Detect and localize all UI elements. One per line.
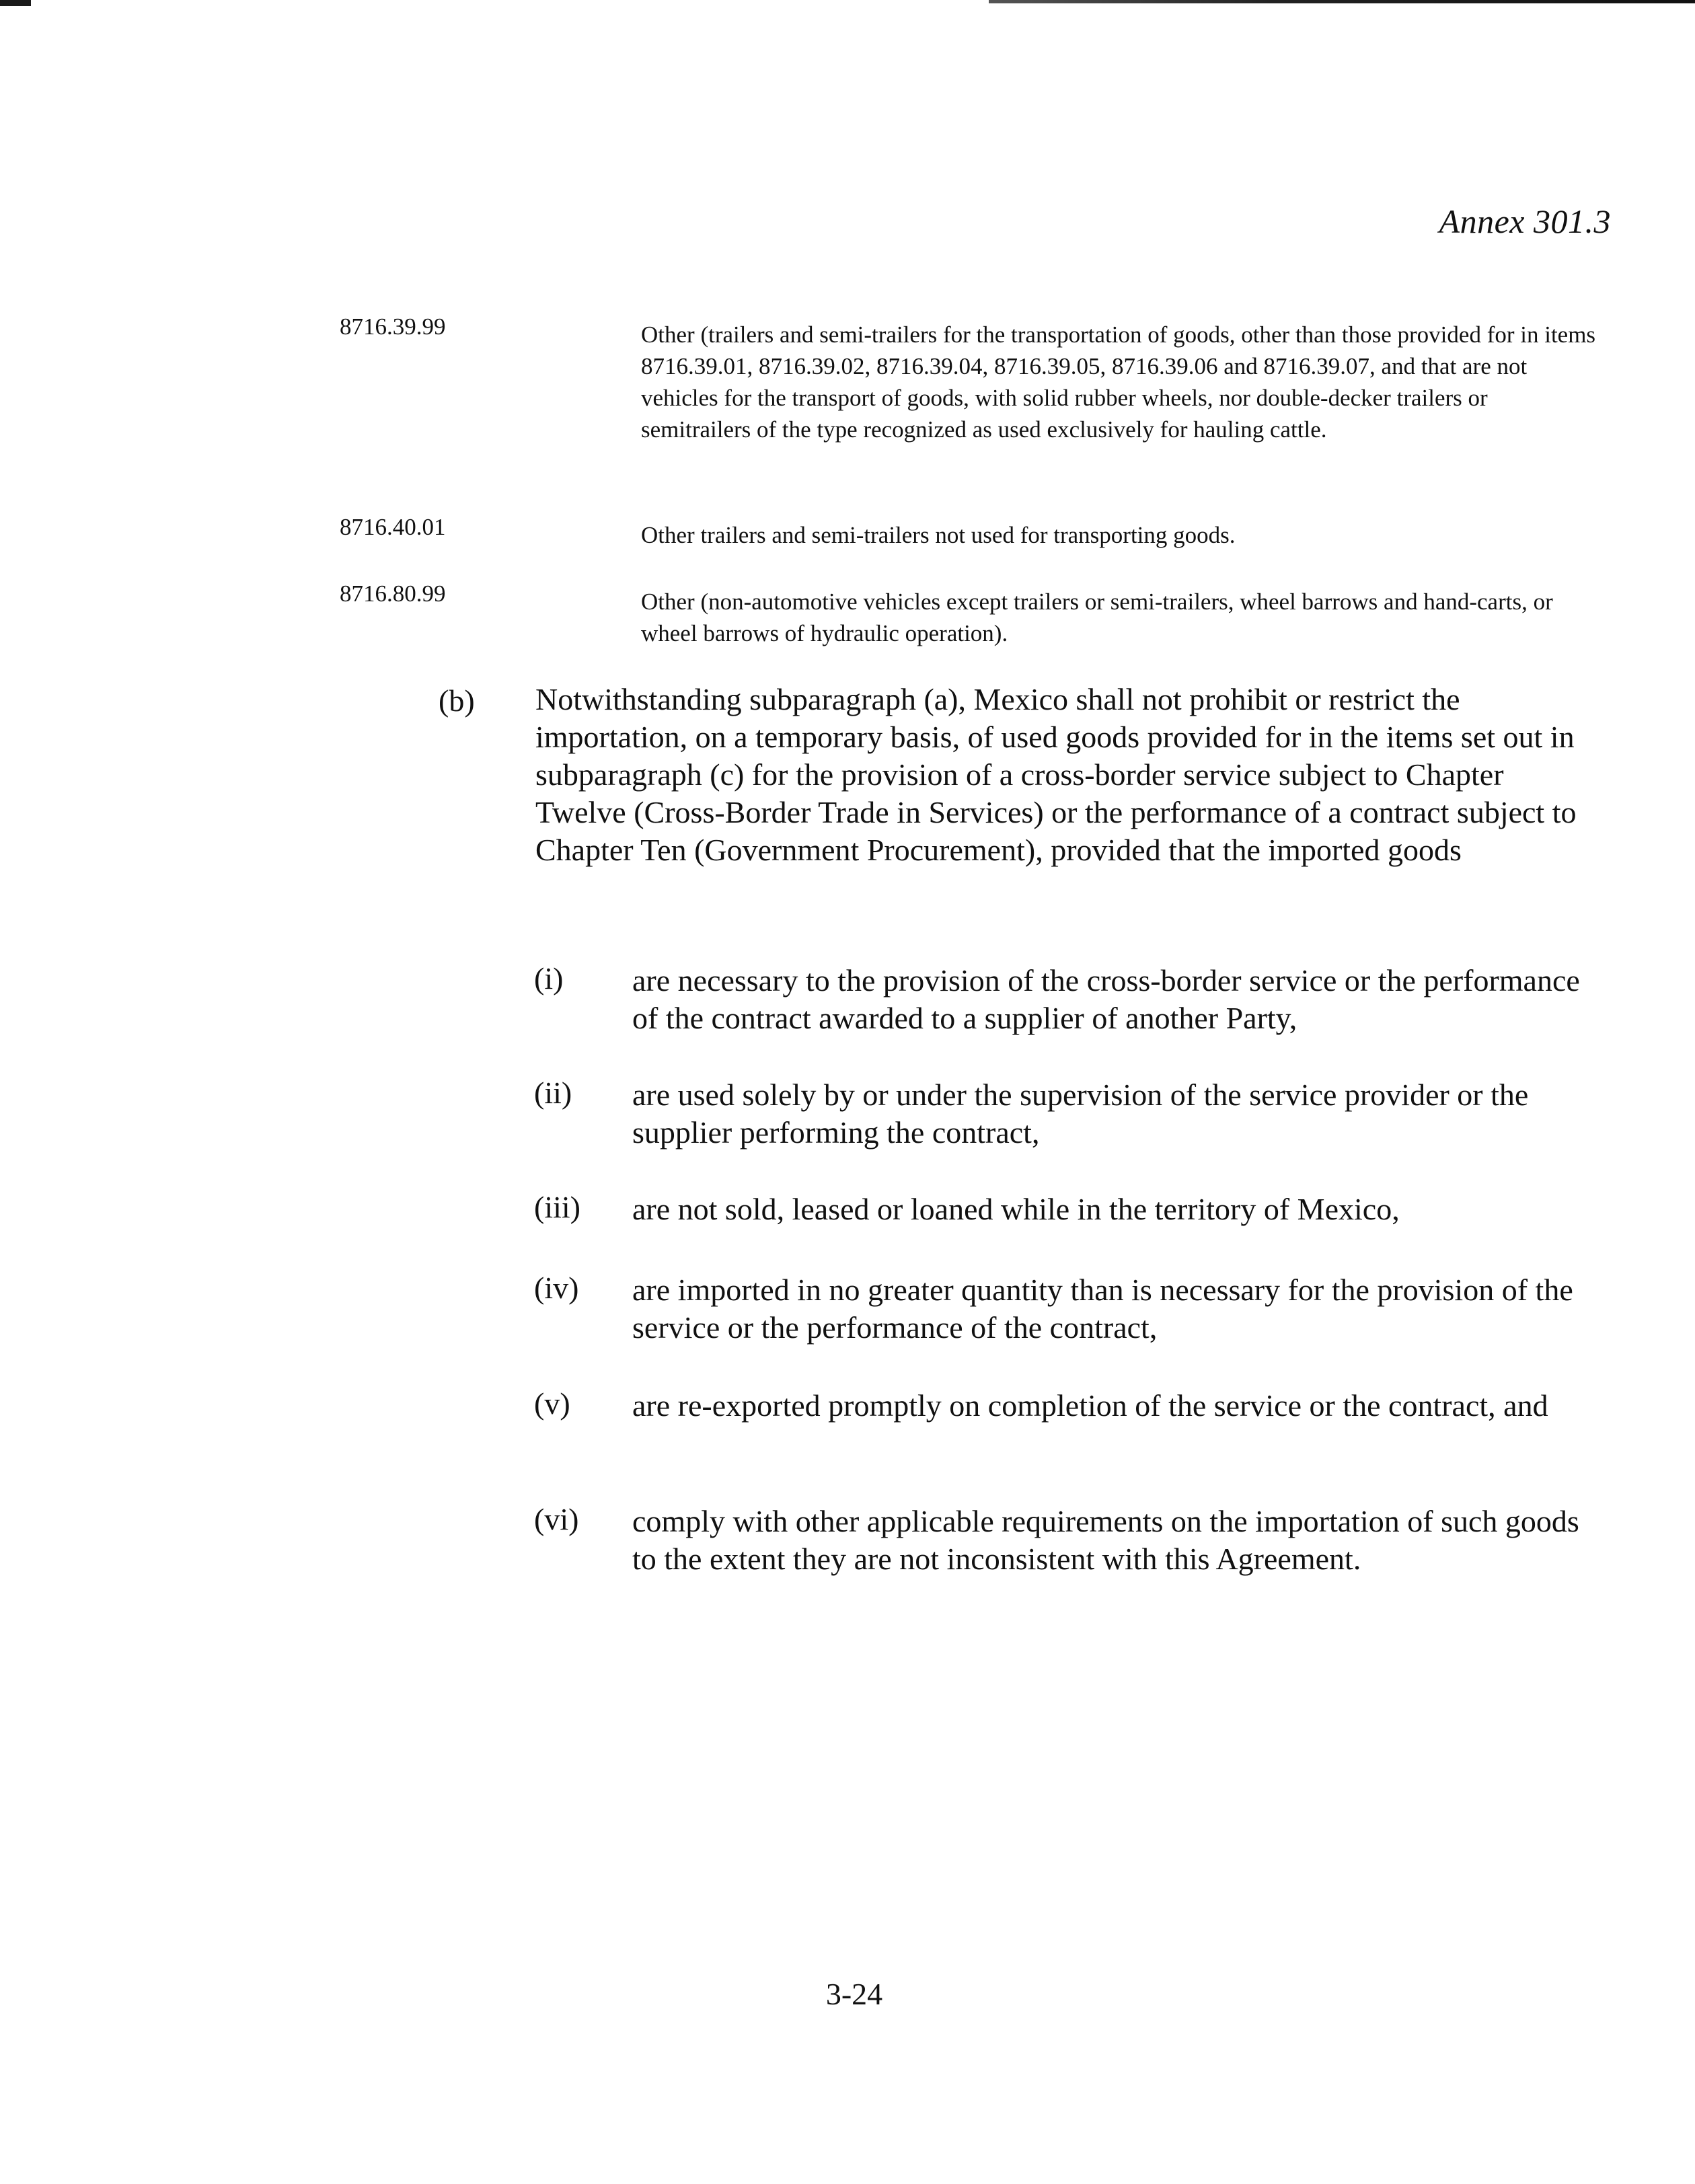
subparagraph-text: are re-exported promptly on completion of the service or the contract, and xyxy=(632,1388,1548,1423)
tariff-code: 8716.40.01 xyxy=(340,514,446,540)
subparagraph-text: are necessary to the provision of the cross-border service or the performance of the contract awarded to a supplier of another Party, xyxy=(632,963,1580,1035)
subparagraph-label: (ii) xyxy=(534,1076,572,1110)
scan-edge-mark-left xyxy=(0,0,31,6)
subparagraph-text: are used solely by or under the supervision of the service provider or the supplier performing the contract, xyxy=(632,1078,1529,1150)
tariff-code: 8716.39.99 xyxy=(340,313,446,340)
subparagraph-label: (i) xyxy=(534,961,564,995)
tariff-description: Other (trailers and semi-trailers for the transportation of goods, other than those provided for in items 8716.39.01, 8716.39.02, 8716.39.04, 8716.39.05, 8716.39.06 and 8716.39.07, and that are not vehicles for the transport of goods, with solid rubber wheels, nor double-decker trailers or semitrailers of the type recognized as used exclusively for hauling cattle. xyxy=(641,322,1596,443)
tariff-description: Other (non-automotive vehicles except trailers or semi-trailers, wheel barrows and hand-carts, or wheel barrows of hydraulic operation). xyxy=(641,589,1553,646)
scan-edge-mark-right xyxy=(989,0,1695,3)
annex-header: Annex 301.3 xyxy=(1439,202,1611,240)
subparagraph-label: (iii) xyxy=(534,1190,580,1224)
paragraph-b-text: Notwithstanding subparagraph (a), Mexico shall not prohibit or restrict the importation, on a temporary basis, of used goods provided for in the items set out in subparagraph (c) for the provision of a cross-border service subject to Chapter Twelve (Cross-Border Trade in Services) or the performance of a contract subject to Chapter Ten (Government Procurement), provided that the imported goods xyxy=(535,682,1577,867)
subparagraph-text: are imported in no greater quantity than is necessary for the provision of the service or the performance of the contract, xyxy=(632,1273,1573,1345)
subparagraph-label: (iv) xyxy=(534,1271,579,1305)
tariff-code: 8716.80.99 xyxy=(340,580,446,607)
subparagraph-text: are not sold, leased or loaned while in the territory of Mexico, xyxy=(632,1192,1400,1226)
tariff-description: Other trailers and semi-trailers not used for transporting goods. xyxy=(641,522,1236,548)
paragraph-b-label: (b) xyxy=(439,683,475,718)
page-number: 3-24 xyxy=(825,1977,883,2011)
subparagraph-label: (v) xyxy=(534,1386,570,1421)
subparagraph-label: (vi) xyxy=(534,1502,579,1536)
subparagraph-text: comply with other applicable requirements on the importation of such goods to the extent they are not inconsistent with this Agreement. xyxy=(632,1504,1579,1576)
